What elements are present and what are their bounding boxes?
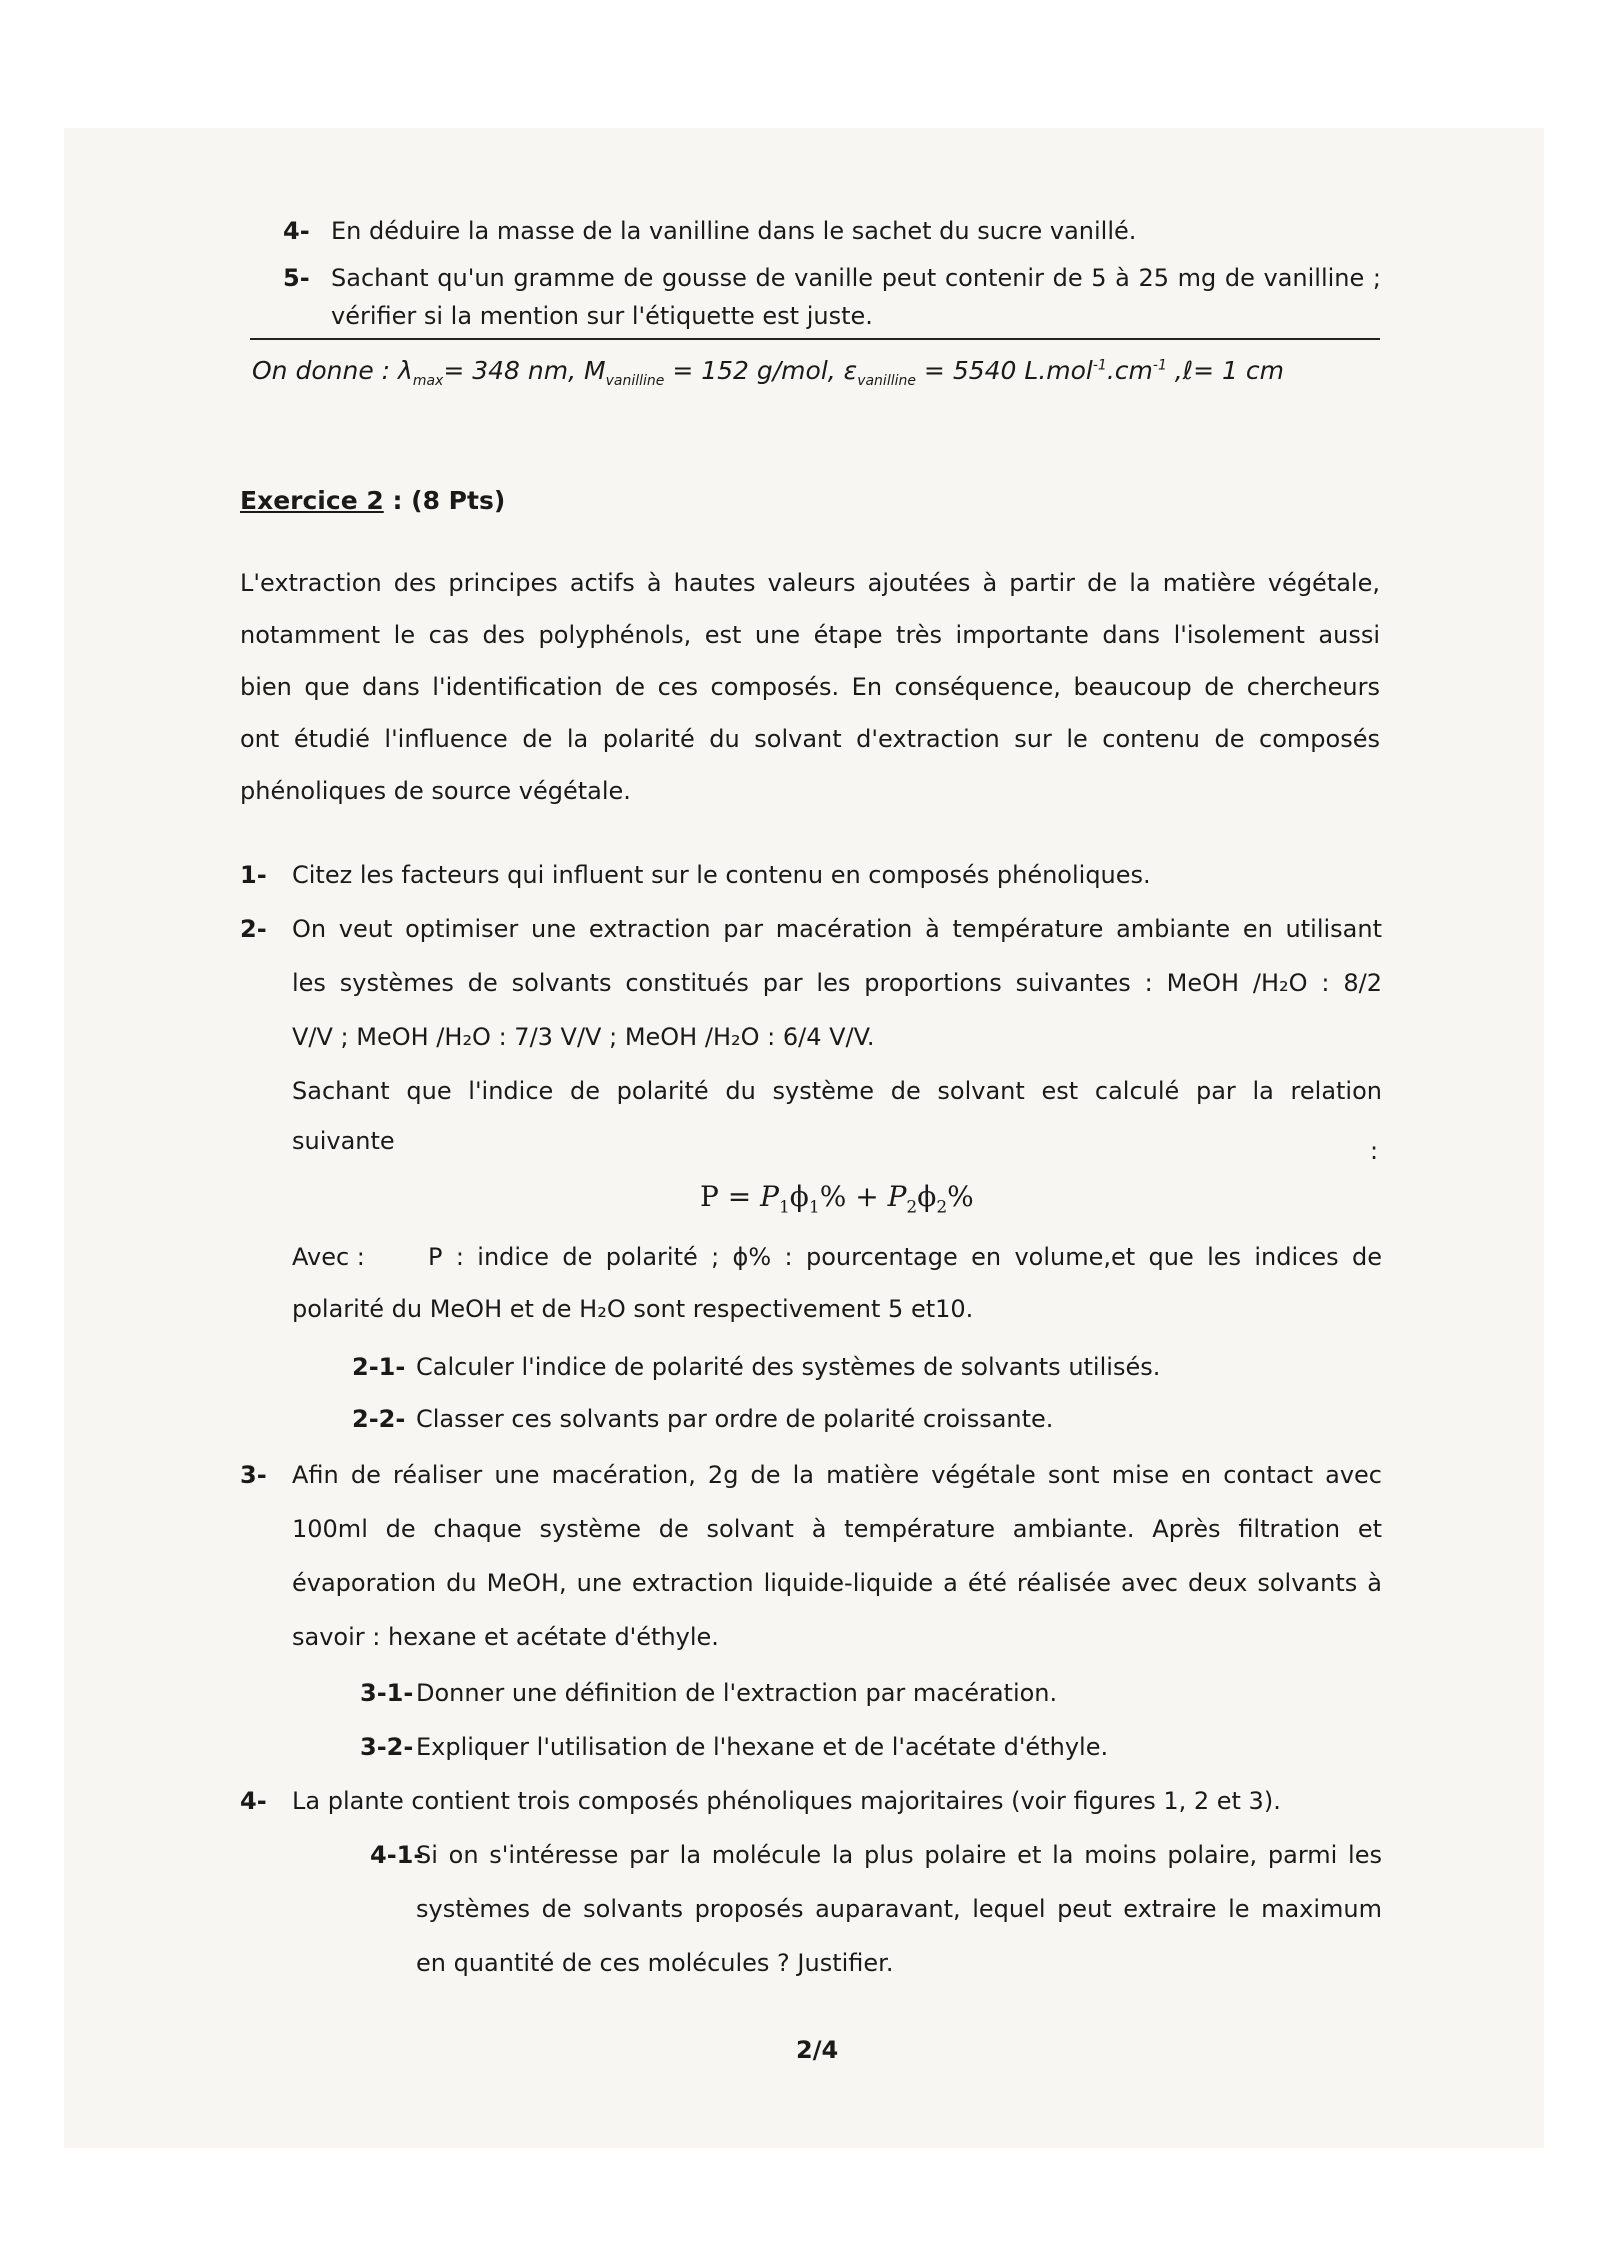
lambda-subscript: max <box>412 373 444 389</box>
question-text: suivante <box>292 1127 395 1155</box>
item-number: 4- <box>283 217 310 245</box>
given-data <box>252 356 1284 389</box>
formula-pct1: % + <box>819 1180 888 1213</box>
item-number: 4- <box>240 1787 267 1815</box>
separator-line <box>250 338 1380 340</box>
avec-label: Avec : <box>292 1243 365 1271</box>
question-text: vérifier si la mention sur l'étiquette est juste. <box>331 302 873 330</box>
question-text: savoir : hexane et acétate d'éthyle. <box>292 1623 719 1651</box>
formula-p2: P <box>887 1180 907 1213</box>
epsilon-value: = 5540 L.mol <box>915 356 1093 385</box>
question-text: 100ml de chaque système de solvant à température ambiante. Après filtration et <box>292 1515 1382 1543</box>
question-text: On veut optimiser une extraction par macération à température ambiante en utilisant <box>292 915 1382 943</box>
definition-text: polarité du MeOH et de H₂O sont respectivement 5 et10. <box>292 1295 974 1323</box>
item-number: 2- <box>240 915 267 943</box>
formula-sub: 2 <box>936 1197 948 1218</box>
epsilon-exponent: -1 <box>1152 357 1167 374</box>
question-text: évaporation du MeOH, une extraction liquide-liquide a été réalisée avec deux solvants à <box>292 1569 1382 1597</box>
page-number: 2/4 <box>796 2036 839 2064</box>
polarity-formula <box>700 1180 974 1218</box>
exercise-title <box>240 486 505 515</box>
epsilon-unit: .cm <box>1106 356 1153 385</box>
question-text: Sachant qu'un gramme de gousse de vanille peut contenir de 5 à 25 mg de vanilline ; <box>331 264 1381 292</box>
question-text: La plante contient trois composés phénoliques majoritaires (voir figures 1, 2 et 3). <box>292 1787 1281 1815</box>
formula-pct2: % <box>947 1180 974 1213</box>
question-text: En déduire la masse de la vanilline dans le sachet du sucre vanillé. <box>331 217 1137 245</box>
lambda-value: = 348 nm, <box>443 356 584 385</box>
paragraph-line: phénoliques de source végétale. <box>240 777 631 805</box>
paragraph-line: ont étudié l'influence de la polarité du solvant d'extraction sur le contenu de composés <box>240 725 1380 753</box>
question-text: en quantité de ces molécules ? Justifier. <box>416 1949 894 1977</box>
given-prefix: On donne : <box>252 356 399 385</box>
formula-p1: P <box>760 1180 779 1213</box>
formula-phi1: ϕ <box>789 1180 809 1213</box>
question-text: Sachant que l'indice de polarité du système de solvant est calculé par la relation <box>292 1077 1382 1105</box>
item-number: 2-1- <box>352 1353 406 1381</box>
question-text: V/V ; MeOH /H₂O : 7/3 V/V ; MeOH /H₂O : 6/4 V/V. <box>292 1023 875 1051</box>
definition-text: P : indice de polarité ; ϕ% : pourcentage en volume,et que les indices de <box>428 1243 1382 1271</box>
molar-mass-value: = 152 g/mol, <box>664 356 844 385</box>
paragraph-line: bien que dans l'identification de ces composés. En conséquence, beaucoup de chercheurs <box>240 673 1380 701</box>
exercise-title-label: Exercice 2 <box>240 486 384 515</box>
question-text: les systèmes de solvants constitués par les proportions suivantes : MeOH /H₂O : 8/2 <box>292 969 1382 997</box>
item-number: 2-2- <box>352 1405 406 1433</box>
formula-phi2: ϕ <box>917 1180 937 1213</box>
question-text: Donner une définition de l'extraction par macération. <box>416 1679 1058 1707</box>
item-number: 3-2- <box>360 1733 414 1761</box>
question-text: Expliquer l'utilisation de l'hexane et de l'acétate d'éthyle. <box>416 1733 1109 1761</box>
item-number: 4-1- <box>370 1841 424 1869</box>
question-text: Classer ces solvants par ordre de polarité croissante. <box>416 1405 1054 1433</box>
formula-sub: 1 <box>808 1197 820 1218</box>
exercise-points: : (8 Pts) <box>383 486 506 515</box>
item-number: 3-1- <box>360 1679 414 1707</box>
epsilon-symbol: ε <box>843 356 858 385</box>
question-text: systèmes de solvants proposés auparavant, lequel peut extraire le maximum <box>416 1895 1382 1923</box>
paragraph-line: L'extraction des principes actifs à hautes valeurs ajoutées à partir de la matière végétale, <box>240 569 1380 597</box>
molar-mass-symbol: M <box>584 356 606 385</box>
epsilon-exponent: -1 <box>1092 357 1107 374</box>
paragraph-line: notamment le cas des polyphénols, est une étape très importante dans l'isolement aussi <box>240 621 1380 649</box>
lambda-symbol: λ <box>398 356 413 385</box>
formula-sub: 1 <box>778 1197 790 1218</box>
question-text: Si on s'intéresse par la molécule la plus polaire et la moins polaire, parmi les <box>416 1841 1382 1869</box>
question-text: Citez les facteurs qui influent sur le contenu en composés phénoliques. <box>292 861 1151 889</box>
colon: : <box>1370 1137 1379 1165</box>
question-text: Afin de réaliser une macération, 2g de la matière végétale sont mise en contact avec <box>292 1461 1382 1489</box>
formula-lhs: P = <box>700 1180 761 1213</box>
formula-sub: 2 <box>906 1197 918 1218</box>
path-length: ,ℓ= 1 cm <box>1166 356 1284 385</box>
item-number: 5- <box>283 264 310 292</box>
question-text: Calculer l'indice de polarité des systèmes de solvants utilisés. <box>416 1353 1161 1381</box>
molar-mass-subscript: vanilline <box>605 373 665 389</box>
item-number: 1- <box>240 861 267 889</box>
epsilon-subscript: vanilline <box>857 373 916 389</box>
item-number: 3- <box>240 1461 267 1489</box>
